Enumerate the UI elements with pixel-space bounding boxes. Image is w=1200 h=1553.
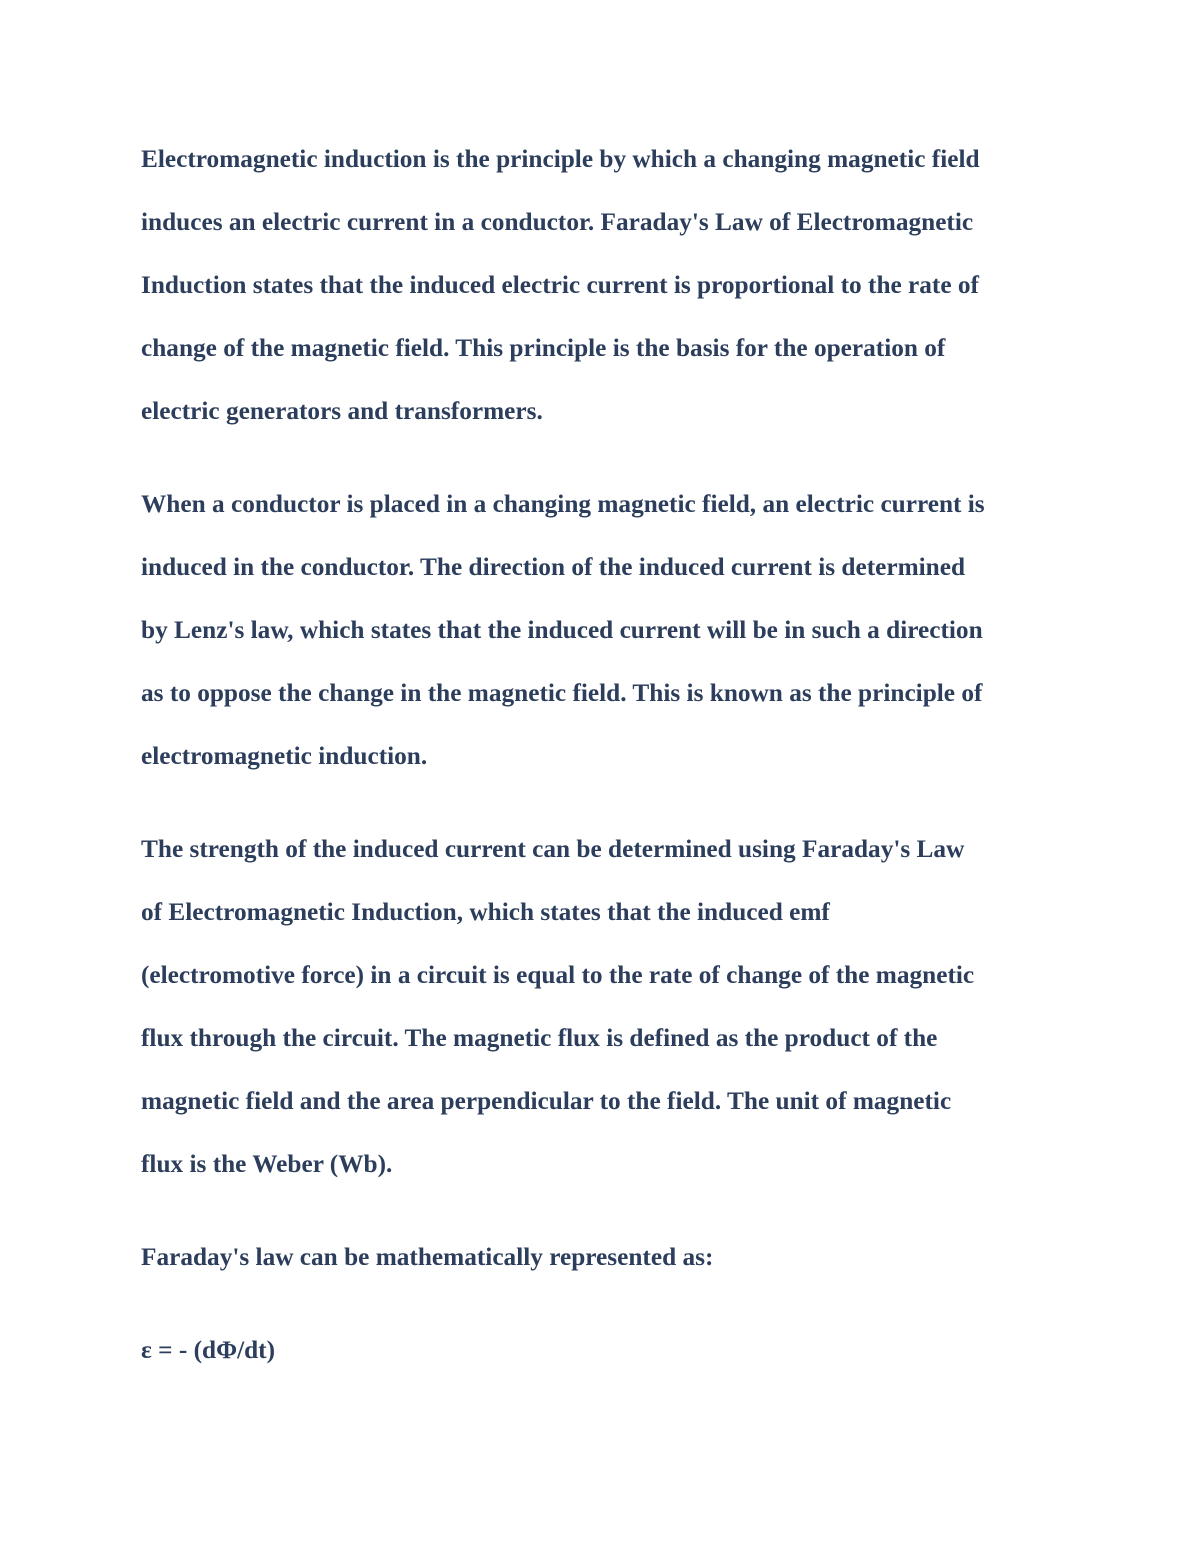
text-line: Electromagnetic induction is the principle by which a changing magnetic field [141,145,980,173]
document-body [141,131,1071,1385]
text-line: change of the magnetic field. This principle is the basis for the operation of [141,334,946,362]
text-line: induces an electric current in a conductor. Faraday's Law of Electromagnetic [141,208,974,236]
text-line: The strength of the induced current can be determined using Faraday's Law [141,835,965,863]
paragraph-lenz-law [141,476,1071,791]
text-line: flux through the circuit. The magnetic flux is defined as the product of the [141,1024,938,1052]
text-line: When a conductor is placed in a changing magnetic field, an electric current is [141,490,985,518]
text-line: electromagnetic induction. [141,742,428,770]
text-line: electric generators and transformers. [141,397,543,425]
text-line: Induction states that the induced electric current is proportional to the rate of [141,271,979,299]
text-line: Faraday's law can be mathematically represented as: [141,1243,714,1271]
paragraph-gap [141,1292,1071,1322]
text-line: induced in the conductor. The direction of the induced current is determined [141,553,966,581]
paragraph-gap [141,1199,1071,1229]
paragraph-equation [141,1322,1071,1385]
text-line: by Lenz's law, which states that the induced current will be in such a direction [141,616,983,644]
text-line: magnetic field and the area perpendicular to the field. The unit of magnetic [141,1087,952,1115]
text-line: as to oppose the change in the magnetic field. This is known as the principle of [141,679,983,707]
paragraph-gap [141,791,1071,821]
paragraph-gap [141,446,1071,476]
text-line: of Electromagnetic Induction, which states that the induced emf [141,898,830,926]
faraday-equation: ε = - (dΦ/dt) [141,1336,276,1364]
text-line: flux is the Weber (Wb). [141,1150,393,1178]
text-line: (electromotive force) in a circuit is equal to the rate of change of the magnetic [141,961,975,989]
paragraph-faraday-law-strength [141,821,1071,1199]
paragraph-math-intro [141,1229,1071,1292]
paragraph-electromagnetic-induction [141,131,1071,446]
